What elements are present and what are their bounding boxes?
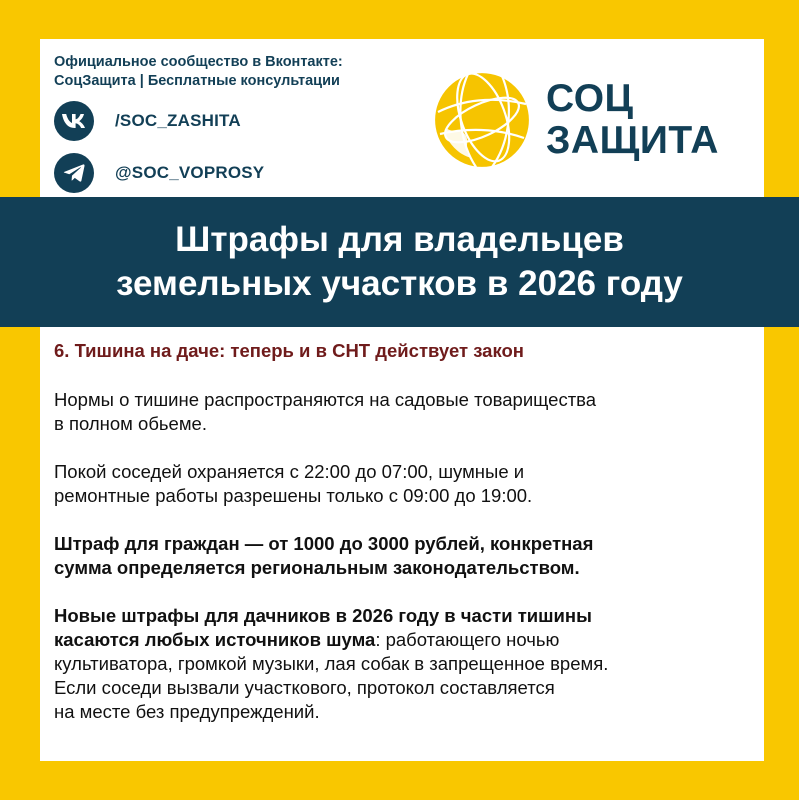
paragraph-1-line-2: в полном обьеме. (54, 413, 207, 434)
header-info (54, 53, 414, 193)
section-title: 6. Тишина на даче: теперь и в СНТ действует закон (54, 340, 524, 361)
card (40, 39, 764, 761)
vk-icon (54, 101, 94, 141)
paragraph-1 (54, 388, 764, 436)
paragraph-2-line-1: Покой соседей охраняется с 22:00 до 07:00, шумные и (54, 461, 525, 482)
vk-link[interactable] (54, 101, 414, 141)
paragraph-3-fine (54, 532, 764, 580)
community-description (54, 53, 414, 91)
logo-text (546, 78, 719, 162)
paragraph-2 (54, 460, 764, 508)
telegram-icon (54, 153, 94, 193)
telegram-handle: @SOC_VOPROSY (115, 163, 265, 182)
paragraph-4-line-2-rest: : работающего ночью (375, 629, 560, 650)
paragraph-4-line-4: Если соседи вызвали участкового, протокол составляется (54, 677, 555, 698)
paragraph-4 (54, 604, 764, 724)
paragraph-3-line-1: Штраф для граждан — от 1000 до 3000 рублей, конкретная (54, 533, 594, 554)
soczashita-logo (432, 70, 732, 180)
globe-icon (432, 70, 532, 170)
paragraph-4-line-2-bold: касаются любых источников шума (54, 629, 376, 650)
paragraph-4-line-1: Новые штрафы для дачников в 2026 году в части тишины (54, 605, 592, 626)
community-line-1: Официальное сообщество в Вконтакте: (54, 54, 343, 70)
banner-line-2: земельных участков в 2026 году (116, 264, 683, 303)
banner-line-1: Штрафы для владельцев (175, 220, 624, 259)
paragraph-1-line-1: Нормы о тишине распространяются на садовые товарищества (54, 389, 597, 410)
community-line-2: СоцЗащита | Бесплатные консультации (54, 73, 340, 89)
telegram-link[interactable] (54, 153, 414, 193)
logo-line-2: ЗАЩИТА (546, 119, 719, 162)
paragraph-4-line-5: на месте без предупреждений. (54, 701, 320, 722)
paragraph-3-line-2: сумма определяется региональным законодательством. (54, 557, 580, 578)
article-content (54, 339, 764, 724)
paragraph-4-line-2 (54, 628, 764, 652)
vk-handle: /SOC_ZASHITA (115, 111, 241, 130)
paragraph-2-line-2: ремонтные работы разрешены только с 09:00 до 19:00. (54, 485, 533, 506)
paragraph-4-line-3: культиватора, громкой музыки, лая собак в запрещенное время. (54, 653, 609, 674)
logo-line-1: СОЦ (546, 77, 634, 120)
title-banner (0, 197, 799, 327)
